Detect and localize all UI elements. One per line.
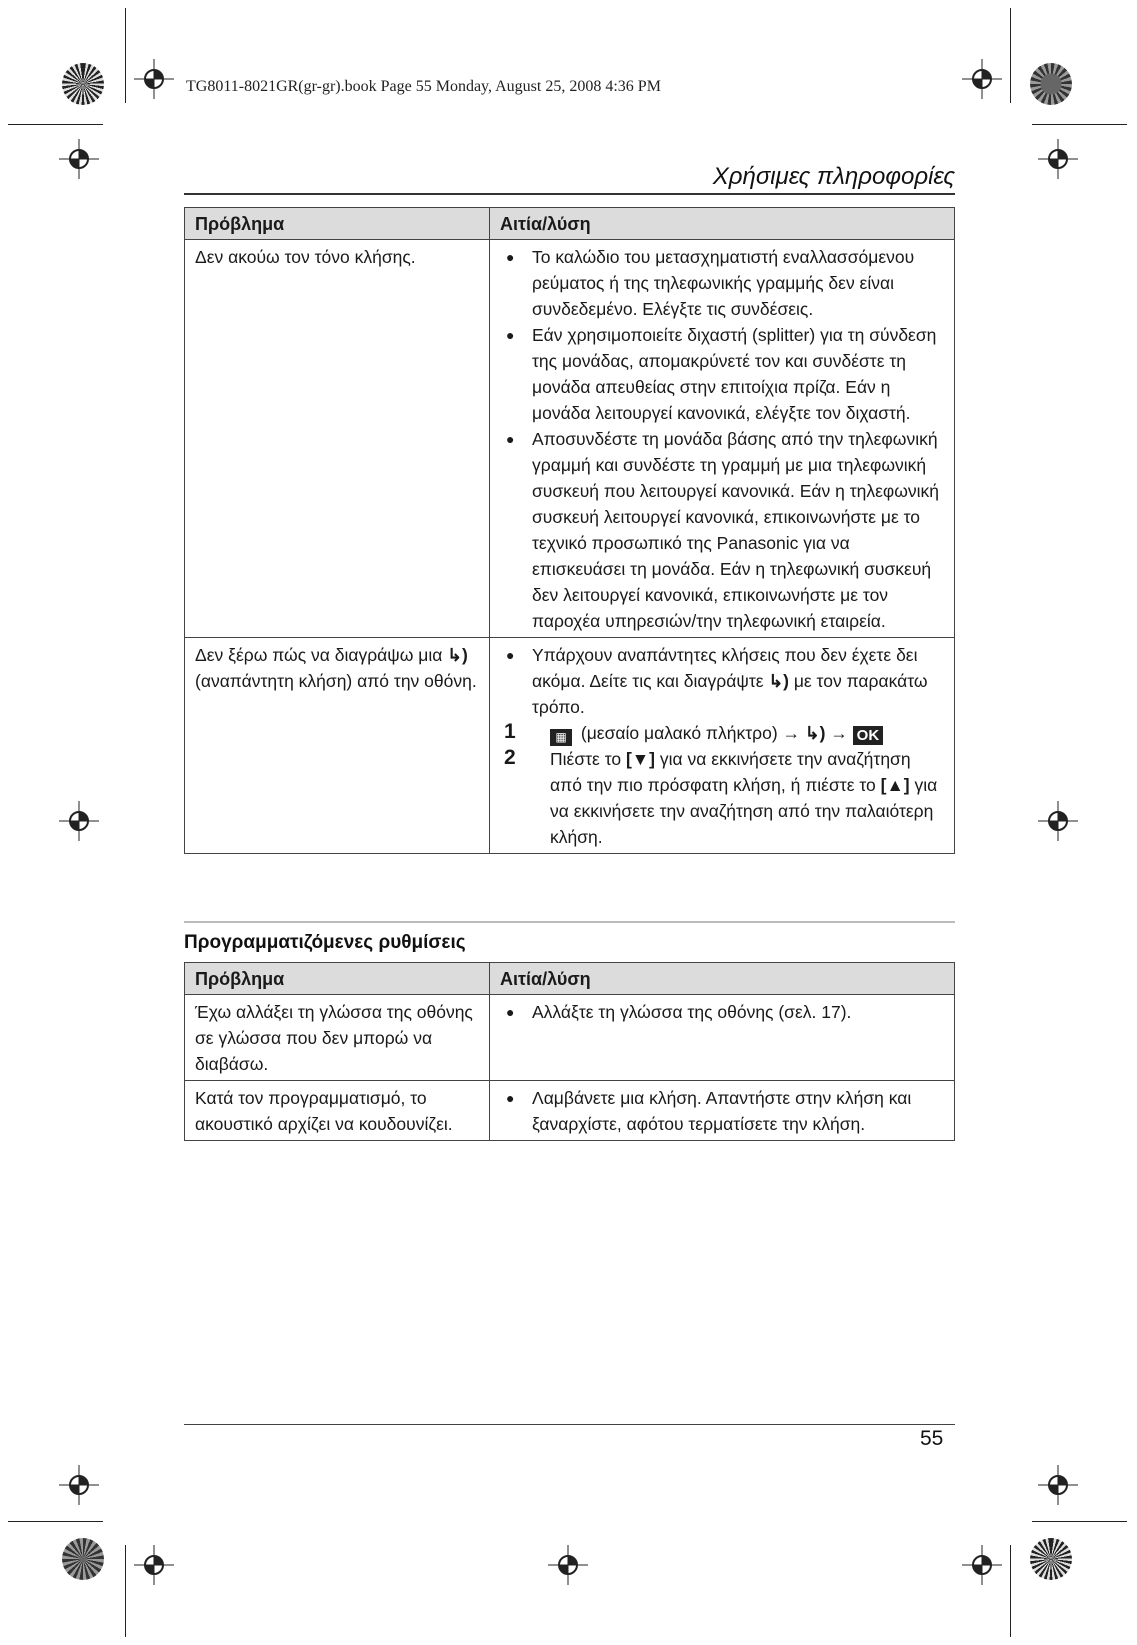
problem-text: Δεν ξέρω πώς να διαγράψω μια <box>195 645 443 665</box>
list-item: ● Αποσυνδέστε τη μονάδα βάσης από την τηλεφωνική γραμμή και συνδέστε τη γραμμή με μια τηλεφωνική συσκευή που λειτουργεί κανονικά. Εάν η τηλεφωνική συσκευή λειτουργεί κανονικά, επικοινωνήστε με το τεχνικό προσωπικό της Panasonic για να επισκευάσει τη μονάδα. Εάν η τηλεφωνική συσκευή δεν λειτουργεί κανονικά, επικοινωνήστε με τον παροχέα υπηρεσιών/την τηλεφωνική εταιρεία. <box>502 426 944 634</box>
list-item: ● Το καλώδιο του μετασχηματιστή εναλλασσόμενου ρεύματος ή της τηλεφωνικής γραμμής δεν είναι συνδεδεμένο. Ελέγξτε τις συνδέσεις. <box>502 244 944 322</box>
solution-cell <box>490 240 955 638</box>
registration-crosshair-icon <box>1038 139 1078 179</box>
solution-list <box>502 244 944 634</box>
table-row <box>185 995 955 1081</box>
registration-crosshair-icon <box>134 1545 174 1585</box>
crop-mark <box>8 124 103 125</box>
book-header: TG8011-8021GR(gr-gr).book Page 55 Monday, August 25, 2008 4:36 PM <box>186 78 661 95</box>
solution-list <box>502 1085 944 1137</box>
crop-mark <box>8 1521 103 1522</box>
solution-cell <box>490 1081 955 1141</box>
column-header-solution: Αιτία/λύση <box>490 208 955 240</box>
subsection-rule <box>184 921 955 923</box>
registration-crosshair-icon <box>134 59 174 99</box>
registration-crosshair-icon <box>59 1465 99 1505</box>
list-item: ● Λαμβάνετε μια κλήση. Απαντήστε στην κλήση και ξαναρχίστε, αφότου τερματίσετε την κλήση. <box>502 1085 944 1137</box>
registration-crosshair-icon <box>1038 1465 1078 1505</box>
step-number: 1 <box>504 720 516 743</box>
step-text: Πιέστε το <box>550 749 622 769</box>
registration-crosshair-icon <box>1038 801 1078 841</box>
page-number: 55 <box>920 1427 944 1450</box>
solution-cell <box>490 995 955 1081</box>
table-header-row <box>185 208 955 240</box>
registration-sun-icon <box>1030 1538 1072 1580</box>
table-row <box>185 240 955 638</box>
crop-mark <box>1032 124 1127 125</box>
solution-list <box>502 642 944 720</box>
up-key-icon: [▲] <box>880 775 910 795</box>
section-title: Χρήσιμες πληροφορίες <box>712 163 955 190</box>
table-row <box>185 1081 955 1141</box>
problem-cell <box>185 240 490 638</box>
arrow-icon: → <box>782 723 801 743</box>
step-number: 2 <box>504 746 516 769</box>
title-rule <box>184 193 955 195</box>
crop-mark <box>125 8 126 103</box>
crop-mark <box>125 1545 126 1637</box>
registration-crosshair-icon <box>962 1545 1002 1585</box>
crop-mark <box>1010 8 1011 103</box>
solution-list <box>502 999 944 1025</box>
step-text: (μεσαίο μαλακό πλήκτρο) <box>580 723 778 743</box>
step-text: για να εκκινήσετε την αναζήτηση από την παλαιότερη κλήση. <box>550 775 938 847</box>
column-header-solution: Αιτία/λύση <box>490 963 955 995</box>
step-text: για να εκκινήσετε την αναζήτηση από την πιο πρόσφατη κλήση, ή πιέστε το <box>550 749 911 795</box>
problem-text: Δεν ακούω τον τόνο κλήσης. <box>195 247 416 267</box>
ok-key-icon: OK <box>853 726 884 745</box>
table-header-row <box>185 963 955 995</box>
down-key-icon: [▼] <box>625 749 655 769</box>
arrow-icon: → <box>830 723 848 743</box>
registration-crosshair-icon <box>59 801 99 841</box>
registration-sun-icon <box>62 63 104 105</box>
step-list <box>502 720 944 850</box>
registration-sun-icon <box>62 1538 104 1580</box>
subsection-title: Προγραμματιζόμενες ρυθμίσεις <box>184 932 466 953</box>
solution-text: με τον παρακάτω τρόπο. <box>532 671 928 717</box>
crop-mark <box>1032 1521 1127 1522</box>
registration-crosshair-icon <box>962 59 1002 99</box>
missed-call-icon: ↳) <box>447 645 468 665</box>
list-item: ● Εάν χρησιμοποιείτε διχαστή (splitter) για τη σύνδεση της μονάδας, απομακρύνετέ τον και συνδέστε τη μονάδα απευθείας στην επιτοίχια πρίζα. Εάν η μονάδα λειτουργεί κανονικά, ελέγξτε τον διχαστή. <box>502 322 944 426</box>
step-item <box>502 746 944 850</box>
solution-text: Υπάρχουν αναπάντητες κλήσεις που δεν έχετε δει ακόμα. Δείτε τις και διαγράψτε <box>532 645 918 691</box>
list-item: ● Αλλάξτε τη γλώσσα της οθόνης (σελ. 17). <box>502 999 944 1025</box>
footer-rule <box>184 1424 955 1425</box>
problem-cell: Έχω αλλάξει τη γλώσσα της οθόνης σε γλώσσα που δεν μπορώ να διαβάσω. <box>185 995 490 1081</box>
registration-crosshair-icon <box>548 1545 588 1585</box>
troubleshooting-table <box>184 207 955 854</box>
list-item <box>502 642 944 720</box>
menu-softkey-icon: ▦ <box>550 729 572 746</box>
missed-call-icon: ↳) <box>804 723 826 743</box>
table-row <box>185 638 955 854</box>
registration-sun-icon <box>1030 63 1072 105</box>
settings-table <box>184 962 955 1141</box>
problem-text: (αναπάντητη κλήση) από την οθόνη. <box>195 671 477 691</box>
problem-cell <box>185 638 490 854</box>
problem-cell: Κατά τον προγραμματισμό, το ακουστικό αρχίζει να κουδουνίζει. <box>185 1081 490 1141</box>
step-item <box>502 720 944 746</box>
column-header-problem: Πρόβλημα <box>185 208 490 240</box>
column-header-problem: Πρόβλημα <box>185 963 490 995</box>
crop-mark <box>1010 1545 1011 1637</box>
registration-crosshair-icon <box>59 139 99 179</box>
solution-cell <box>490 638 955 854</box>
missed-call-icon: ↳) <box>768 671 789 691</box>
